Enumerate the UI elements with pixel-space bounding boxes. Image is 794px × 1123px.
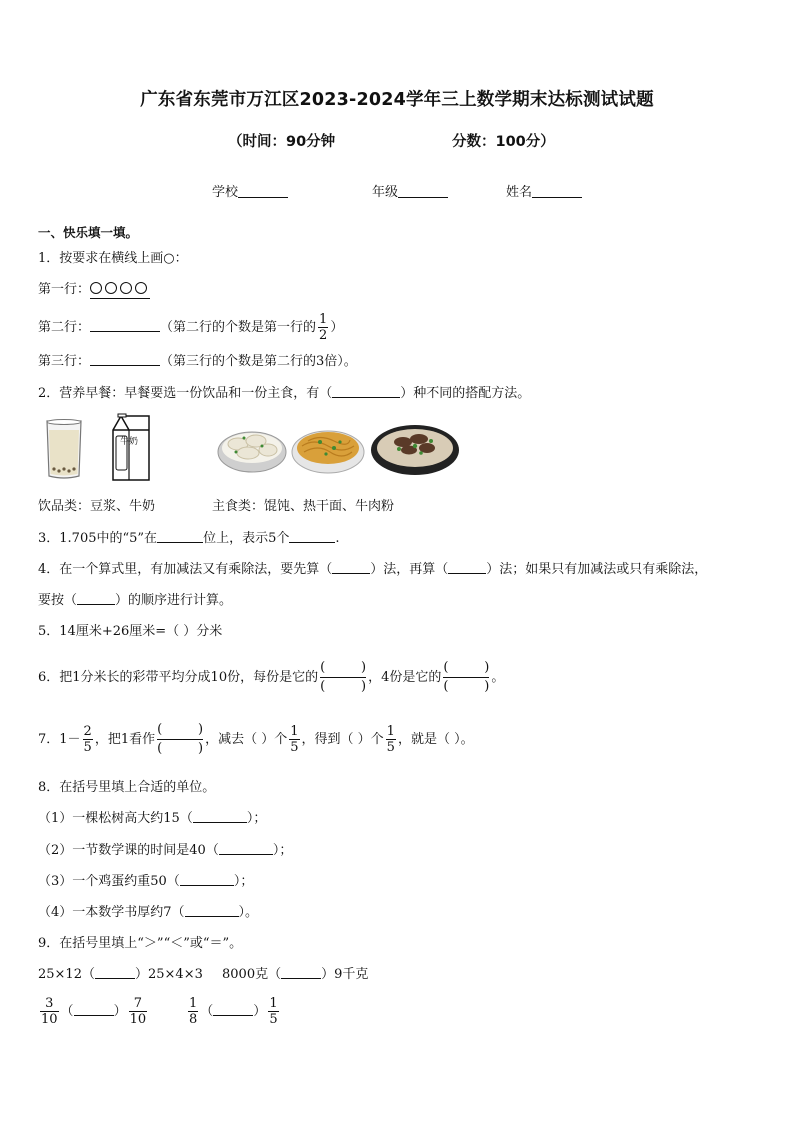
q8-blank-3[interactable] — [180, 873, 234, 886]
circle-mark — [90, 282, 102, 294]
q9-row-d: $\frac{1}{8}$ （ ） $\frac{1}{5}$ — [189, 996, 278, 1027]
q9-prompt: 9．在括号里填上“＞”“＜”或“＝”。 — [38, 936, 243, 951]
q2-blank[interactable] — [332, 385, 400, 398]
q5: 5．14厘米+26厘米=（ ）分米 — [38, 624, 223, 639]
q6-fraction-blank-1[interactable]: ( ) ( ) — [320, 660, 367, 694]
q9-fraction-d2: $\frac{1}{5}$ — [269, 996, 278, 1027]
q8-item-2: （2）一节数学课的时间是40（ ）； — [38, 843, 293, 858]
q9-fraction-c2: $\frac{7}{10}$ — [129, 996, 147, 1027]
school-blank[interactable] — [238, 184, 288, 198]
q2-drinks: 饮品类：豆浆、牛奶 — [38, 499, 156, 514]
name-blank[interactable] — [532, 184, 582, 198]
q9-blank-b[interactable] — [281, 966, 321, 979]
circle-mark — [120, 282, 132, 294]
page-title: 广东省东莞市万江区2023-2024学年三上数学期末达标测试试题 — [140, 90, 654, 110]
q2-prompt: 2．营养早餐：早餐要选一份饮品和一份主食，有（ ）种不同的搭配方法。 — [38, 386, 531, 401]
school-field — [212, 181, 288, 200]
q1-row2-fraction: $\frac{1}{2}$ — [319, 312, 328, 343]
q4-blank-3[interactable] — [77, 592, 115, 605]
circle-mark — [105, 282, 117, 294]
q1-row2-blank[interactable] — [90, 319, 160, 332]
q7-fraction-blank[interactable]: ( ) ( ) — [157, 722, 204, 756]
q8-item-3: （3）一个鸡蛋约重50（ ）； — [38, 874, 254, 889]
carton-label: 牛奶 — [120, 437, 139, 447]
q4-blank-2[interactable] — [448, 561, 486, 574]
circle-mark — [135, 282, 147, 294]
name-label: 姓名 — [506, 185, 533, 200]
wonton-bowl-icon — [216, 424, 288, 476]
q1-row2: 第二行： （第二行的个数是第一行的 $\frac{1}{2}$ ） — [38, 312, 344, 343]
q4-line1: 4．在一个算式里，有加减法又有乘除法，要先算（ ）法，再算（ ）法；如果只有加减法或只有乘除法， — [38, 562, 708, 577]
q9-row-c: $\frac{3}{10}$ （ ） $\frac{7}{10}$ — [41, 996, 147, 1027]
q6-fraction-blank-2[interactable]: ( ) ( ) — [443, 660, 490, 694]
q3-blank-units[interactable] — [289, 530, 335, 543]
q8-blank-2[interactable] — [219, 842, 273, 855]
q8-prompt: 8．在括号里填上合适的单位。 — [38, 780, 216, 795]
milk-carton-icon — [107, 412, 155, 484]
q7: 7．1－ $\frac{2}{5}$ ，把1看作 ( ) ( ) ，减去（ ）个 $\frac{1}{5}$ ，得到（ ）个 $\frac{1}{5}$ ，就是（ ）。 — [38, 722, 474, 756]
q7-fraction-c: $\frac{1}{5}$ — [386, 724, 395, 755]
q1-prompt: 1．按要求在横线上画○： — [38, 251, 188, 266]
q1-row1: 第一行： — [38, 281, 150, 299]
q7-fraction-a: $\frac{2}{5}$ — [83, 724, 92, 755]
q3-blank-place[interactable] — [157, 530, 203, 543]
q2-foods: 主食类：馄饨、热干面、牛肉粉 — [212, 499, 395, 514]
q6: 6．把1分米长的彩带平均分成10份，每份是它的 ( ) ( ) ，4份是它的 ( ) ( ) 。 — [38, 660, 505, 694]
grade-blank[interactable] — [398, 184, 448, 198]
exam-score: 分数：100分） — [452, 134, 555, 150]
q9-fraction-d1: $\frac{1}{8}$ — [189, 996, 198, 1027]
hot-dry-noodles-icon — [290, 424, 366, 476]
q1-circles — [90, 282, 150, 299]
grade-field — [372, 181, 448, 200]
q7-fraction-b: $\frac{1}{5}$ — [290, 724, 299, 755]
q8-item-1: （1）一棵松树高大约15（ ）； — [38, 811, 267, 826]
q8-blank-1[interactable] — [193, 810, 247, 823]
q1-row3-blank[interactable] — [90, 353, 160, 366]
beef-noodle-bowl-icon — [369, 422, 461, 478]
q9-fraction-c1: $\frac{3}{10}$ — [41, 996, 58, 1027]
q9-blank-a[interactable] — [95, 966, 135, 979]
school-label: 学校 — [212, 185, 239, 200]
q9-blank-d[interactable] — [213, 1003, 253, 1016]
grade-label: 年级 — [372, 185, 399, 200]
q4-blank-1[interactable] — [332, 561, 370, 574]
q9-blank-c[interactable] — [74, 1003, 114, 1016]
exam-time: （时间：90分钟 — [228, 134, 336, 150]
q4-line2: 要按（ ）的顺序进行计算。 — [38, 593, 233, 608]
q1-row3: 第三行： （第三行的个数是第二行的3倍）。 — [38, 354, 357, 369]
soymilk-glass-icon — [44, 418, 84, 480]
name-field — [506, 181, 582, 200]
q9-row-b: 8000克（ ）9千克 — [222, 967, 369, 982]
q8-blank-4[interactable] — [185, 904, 239, 917]
q3: 3．1.705中的“5”在 位上，表示5个 . — [38, 531, 340, 546]
section-title: 一、快乐填一填。 — [38, 225, 139, 240]
q9-row-a: 25×12（ ）25×4×3 — [38, 967, 203, 982]
q8-item-4: （4）一本数学书厚约7（ ）。 — [38, 905, 259, 920]
